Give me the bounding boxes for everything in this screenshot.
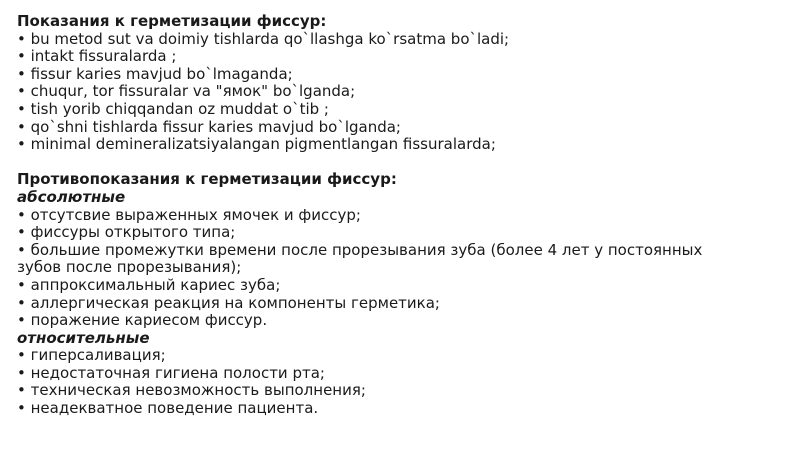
document-body xyxy=(17,13,787,418)
list-item: • техническая невозможность выполнения; xyxy=(17,381,366,400)
list-item: • chuqur, tor fissuralar va "ямок" bo`lganda; xyxy=(17,82,356,101)
contraindications-heading: Противопоказания к герметизации фиссур: xyxy=(17,170,397,189)
list-item: • аппроксимальный кариес зуба; xyxy=(17,275,281,294)
list-item: • недостаточная гигиена полости рта; xyxy=(17,363,325,382)
list-item: • minimal demineralizatsiyalangan pigmentlangan fissuralarda; xyxy=(17,135,496,154)
list-item: • поражение кариесом фиссур. xyxy=(17,311,268,330)
indications-heading: Показания к герметизации фиссур: xyxy=(17,12,327,30)
list-item: • отсутсвие выраженных ямочек и фиссур; xyxy=(17,205,361,224)
list-item: • большие промежутки времени после прорезывания зуба (более 4 лет у постоянных xyxy=(17,240,703,259)
absolute-subheading: абсолютные xyxy=(17,187,126,206)
list-item: • intakt fissuralarda ; xyxy=(17,47,177,66)
section-spacer xyxy=(17,154,787,172)
list-item: • фиссуры открытого типа; xyxy=(17,223,236,242)
list-item: • fissur karies mavjud bo`lmaganda; xyxy=(17,64,293,83)
list-item: • аллергическая реакция на компоненты герметика; xyxy=(17,293,440,312)
list-item: • qo`shni tishlarda fissur karies mavjud bo`lganda; xyxy=(17,117,401,136)
list-item: • гиперсаливация; xyxy=(17,346,166,365)
list-item-continuation: зубов после прорезывания); xyxy=(17,258,242,277)
list-item: • tish yorib chiqqandan oz muddat o`tib ; xyxy=(17,99,329,118)
list-item: • bu metod sut va doimiy tishlarda qo`llashga ko`rsatma bo`ladi; xyxy=(17,29,510,48)
relative-subheading: относительные xyxy=(17,328,150,347)
list-item: • неадекватное поведение пациента. xyxy=(17,399,319,418)
